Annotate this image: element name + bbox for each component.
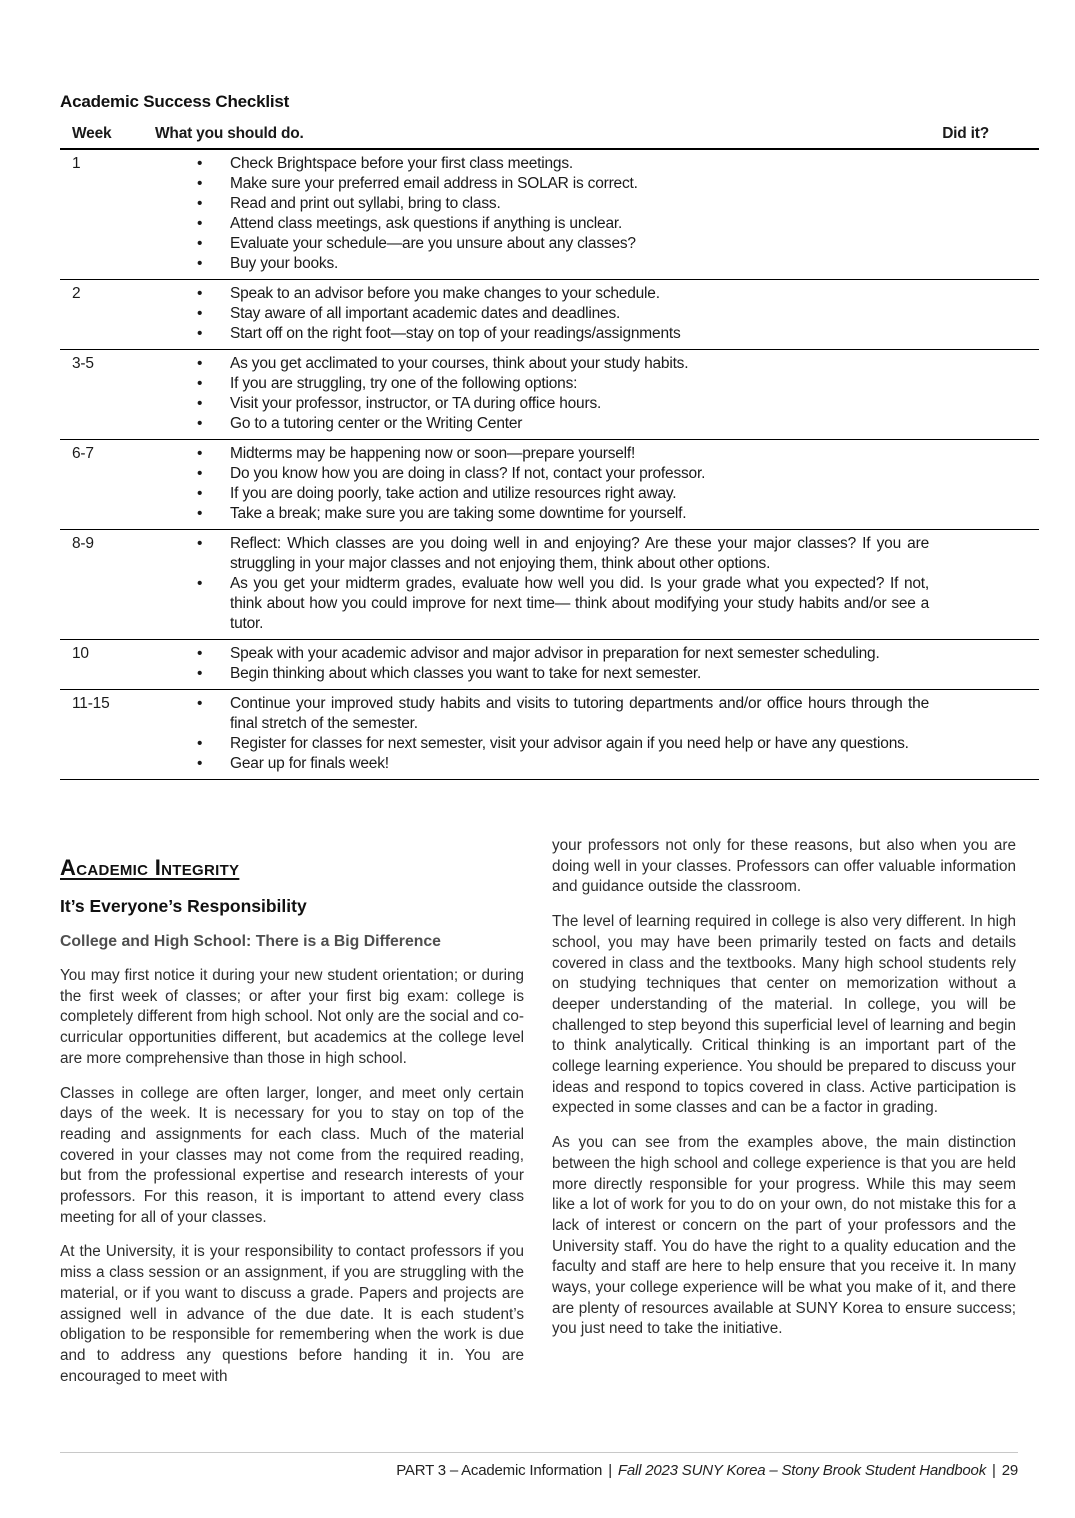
table-row [60, 280, 1039, 350]
checklist-item: • If you are struggling, try one of the following options: [197, 374, 929, 394]
bullet-list [155, 694, 929, 774]
footer-page-number: 29 [1001, 1462, 1018, 1479]
table-row [60, 440, 1039, 530]
page-footer [60, 1452, 1018, 1479]
items-cell [155, 444, 929, 524]
section-subheading: College and High School: There is a Big Difference [60, 933, 441, 950]
checklist-item: • Take a break; make sure you are taking some downtime for yourself. [197, 504, 929, 524]
bullet-list [155, 354, 929, 434]
checklist-item: • Continue your improved study habits and visits to tutoring departments and/or office hours through the final stretch of the semester. [197, 694, 929, 734]
checklist-item: • Make sure your preferred email address in SOLAR is correct. [197, 174, 929, 194]
bullet-list [155, 644, 929, 684]
items-cell [155, 534, 929, 634]
footer-separator: | [992, 1462, 996, 1479]
paragraph: Classes in college are often larger, longer, and meet only certain days of the week. It is necessary for you to stay on top of the reading and assignments for each class. Much of the material covered in your classes may not come from the required reading, but from the professional expertise and research interests of your professors. For this reason, it is important to attend every class meeting for all of your classes. [60, 1084, 524, 1226]
items-cell [155, 694, 929, 774]
article-columns [60, 836, 1016, 1401]
footer-part-label: PART 3 – Academic Information [396, 1462, 603, 1479]
checklist-header-row [60, 125, 1039, 150]
checklist-item: • Reflect: Which classes are you doing well in and enjoying? Are these your major classes? If you are struggling in your major classes and not enjoying them, think about other options. [197, 534, 929, 574]
did-it-cell [929, 444, 1039, 524]
paragraph: your professors not only for these reasons, but also when you are doing well in your classes. Professors can offer valuable information and guidance outside the classroom. [552, 837, 1016, 896]
week-cell: 10 [72, 645, 89, 662]
week-cell: 8-9 [72, 535, 94, 552]
week-cell: 6-7 [72, 445, 94, 462]
did-it-cell [929, 534, 1039, 634]
footer-handbook-title: Fall 2023 SUNY Korea – Stony Brook Student Handbook [617, 1462, 986, 1479]
checklist-item: • If you are doing poorly, take action and utilize resources right away. [197, 484, 929, 504]
checklist-item: • Evaluate your schedule—are you unsure about any classes? [197, 234, 929, 254]
paragraph: At the University, it is your responsibility to contact professors if you miss a class session or an assignment, if you are struggling with the material, or if you want to discuss a grade. Papers and projects are assigned well in advance of the due date. It is each student’s obligation to be responsible for remembering when the work is due and to address any questions before handing it in. You are encouraged to meet with [60, 1243, 524, 1385]
checklist-item: • Check Brightspace before your first class meetings. [197, 154, 929, 174]
did-it-cell [929, 284, 1039, 344]
items-cell [155, 154, 929, 274]
checklist-item: • Go to a tutoring center or the Writing Center [197, 414, 929, 434]
bullet-list [155, 154, 929, 274]
bullet-list [155, 444, 929, 524]
table-row [60, 530, 1039, 640]
did-it-cell [929, 694, 1039, 774]
week-cell: 11-15 [72, 695, 110, 712]
week-cell: 3-5 [72, 355, 94, 372]
checklist-item: • Start off on the right foot—stay on top of your readings/assignments [197, 324, 929, 344]
checklist-item: • Read and print out syllabi, bring to class. [197, 194, 929, 214]
checklist-item: • Speak to an advisor before you make changes to your schedule. [197, 284, 929, 304]
checklist-item: • Gear up for finals week! [197, 754, 929, 774]
checklist-item: • As you get your midterm grades, evaluate how well you did. Is your grade what you expected? If not, think about how you could improve for next time— think about modifying your study habits and/or see a tutor. [197, 574, 929, 634]
table-row [60, 640, 1039, 690]
did-it-cell [929, 154, 1039, 274]
checklist-item: • Register for classes for next semester, visit your advisor again if you need help or have any questions. [197, 734, 929, 754]
checklist-item: • Begin thinking about which classes you want to take for next semester. [197, 664, 929, 684]
week-cell: 1 [72, 155, 81, 172]
week-cell: 2 [72, 285, 81, 302]
header-did-it: Did it? [942, 125, 989, 142]
did-it-cell [929, 644, 1039, 684]
checklist-item: • Buy your books. [197, 254, 929, 274]
left-column [60, 836, 524, 1401]
checklist-item: • Speak with your academic advisor and major advisor in preparation for next semester scheduling. [197, 644, 929, 664]
left-paragraphs [60, 966, 524, 1387]
paragraph: You may first notice it during your new student orientation; or during the first week of classes; or after your first big exam: college is completely different from high school. Not only are the social and co-curricular opportunities different, but academics at the college level are more comprehensive than those in high school. [60, 967, 524, 1067]
section-title: Academic Integrity [60, 855, 240, 880]
table-row [60, 690, 1039, 780]
checklist-body [60, 150, 1039, 780]
checklist-item: • Visit your professor, instructor, or TA during office hours. [197, 394, 929, 414]
table-row [60, 350, 1039, 440]
items-cell [155, 284, 929, 344]
checklist-table [60, 125, 1039, 780]
checklist-item: • Do you know how you are doing in class? If not, contact your professor. [197, 464, 929, 484]
checklist-item: • As you get acclimated to your courses, think about your study habits. [197, 354, 929, 374]
header-what-you-should-do: What you should do. [155, 125, 304, 142]
paragraph: As you can see from the examples above, the main distinction between the high school and college experience is that you are held more directly responsible for your progress. While this may seem like a lot of work for you to do on your own, do not mistake this for a lack of interest or concern on the part of your professors and the University staff. You do have the right to a quality education and the faculty and staff are here to help ensure that you receive it. In many ways, your college experience will be what you make of it, and there are plenty of resources available at SUNY Korea to ensure success; you just need to take the initiative. [552, 1134, 1016, 1338]
right-paragraphs [552, 836, 1016, 1340]
checklist-item: • Stay aware of all important academic dates and deadlines. [197, 304, 929, 324]
section-subtitle: It’s Everyone’s Responsibility [60, 896, 307, 916]
header-week: Week [72, 125, 112, 142]
items-cell [155, 644, 929, 684]
items-cell [155, 354, 929, 434]
paragraph: The level of learning required in college is also very different. In high school, you may have been primarily tested on facts and details covered in class and the textbooks. Many high school students rely on studying techniques that center on memorization without a deeper understanding of the material. In college, you will be challenged to step beyond this superficial level of learning and begin to think analytically. Critical thinking is an important part of the college learning experience. You should be prepared to discuss your ideas and respond to topics covered in class. Active participation is expected in some classes and can be a factor in grading. [552, 913, 1016, 1117]
checklist-item: • Attend class meetings, ask questions if anything is unclear. [197, 214, 929, 234]
bullet-list [155, 534, 929, 634]
table-row [60, 150, 1039, 280]
bullet-list [155, 284, 929, 344]
right-column [552, 836, 1016, 1401]
checklist-item: • Midterms may be happening now or soon—prepare yourself! [197, 444, 929, 464]
checklist-title: Academic Success Checklist [60, 92, 290, 111]
footer-separator: | [608, 1462, 612, 1479]
did-it-cell [929, 354, 1039, 434]
